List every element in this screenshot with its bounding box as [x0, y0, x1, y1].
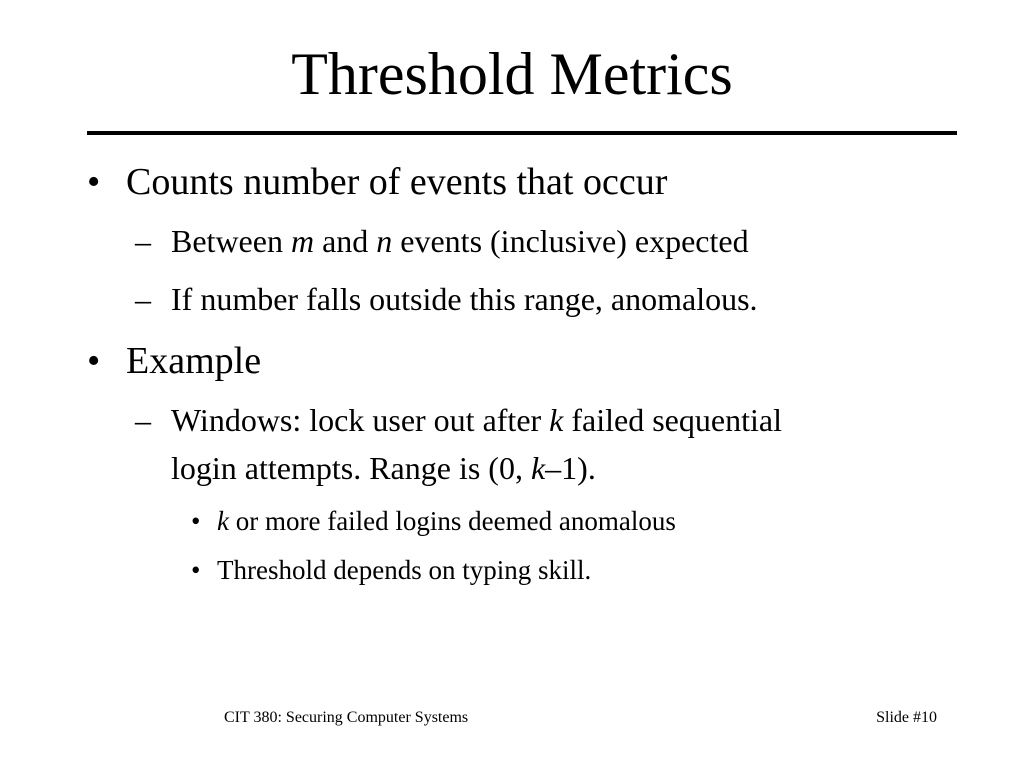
bullet-text: Example — [126, 340, 262, 382]
slide-title: Threshold Metrics — [291, 41, 733, 107]
sub-bullet-text: Between m and n events (inclusive) expected — [171, 223, 749, 259]
sub-bullet-text-line-1: Windows: lock user out after k failed sequential — [171, 402, 782, 438]
bullet-text: Counts number of events that occur — [126, 161, 668, 203]
sub-bullet-text-line-2: login attempts. Range is (0, k–1). — [171, 450, 596, 486]
sub-bullet-marker: – — [135, 402, 151, 438]
bullet-marker: • — [87, 340, 101, 382]
sub-sub-bullet-text: Threshold depends on typing skill. — [217, 555, 592, 585]
sub-sub-bullet-marker: • — [191, 555, 201, 585]
sub-sub-bullet-text: k or more failed logins deemed anomalous — [217, 506, 676, 536]
footer-slide-number: Slide #10 — [876, 709, 937, 726]
sub-bullet-text: If number falls outside this range, anomalous. — [171, 281, 758, 317]
sub-sub-bullet-marker: • — [191, 506, 201, 536]
sub-bullet-marker: – — [135, 281, 151, 317]
bullet-marker: • — [87, 161, 101, 203]
footer-course: CIT 380: Securing Computer Systems — [224, 709, 469, 726]
sub-bullet-marker: – — [135, 223, 151, 259]
